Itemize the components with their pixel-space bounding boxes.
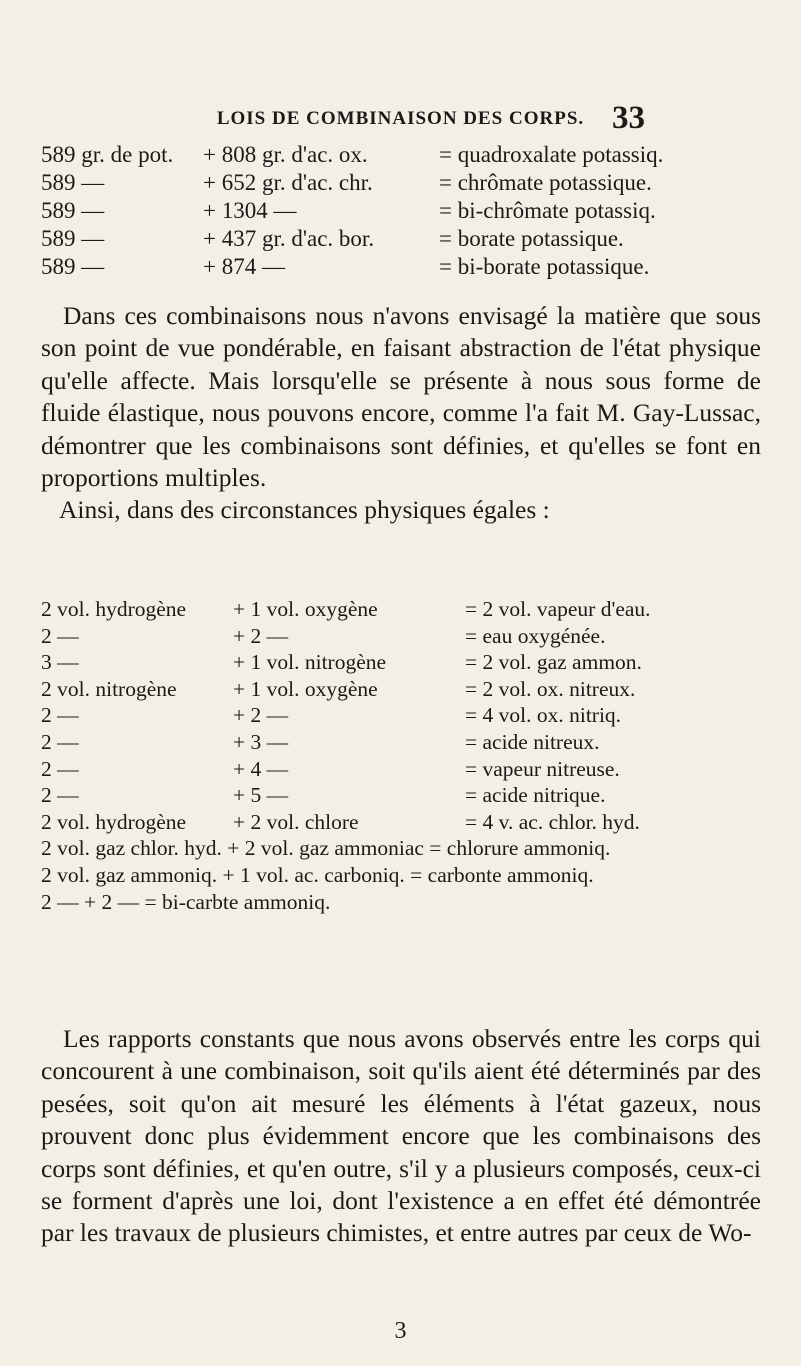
table-row — [41, 782, 761, 809]
product-cell: = bi-borate potassique. — [439, 254, 650, 279]
product-cell: = 4 vol. ox. nitriq. — [465, 703, 622, 728]
table-row — [41, 889, 761, 916]
gas-cell: 2 — — [41, 623, 79, 648]
added-gas-cell: + 2 — — [233, 623, 289, 648]
product-cell: = acide nitrique. — [465, 783, 606, 808]
table-row — [41, 253, 761, 281]
gas-cell: 2 vol. nitrogène — [41, 676, 177, 701]
volume-combination-table — [41, 596, 761, 915]
body-paragraph-1 — [41, 300, 761, 527]
product-cell: = quadroxalate potassiq. — [439, 142, 664, 167]
base-cell: 589 — — [41, 226, 105, 251]
table-row — [41, 729, 761, 756]
table-row — [41, 623, 761, 650]
base-cell: 589 gr. de pot. — [41, 142, 174, 167]
product-cell: = 4 v. ac. chlor. hyd. — [465, 809, 640, 834]
acid-cell: + 437 gr. d'ac. bor. — [203, 226, 375, 251]
running-head: LOIS DE COMBINAISON DES CORPS. — [216, 108, 585, 129]
table-row — [41, 141, 761, 169]
page-number: 33 — [612, 100, 645, 136]
added-gas-cell: + 1 vol. oxygène — [233, 676, 378, 701]
table-row — [41, 649, 761, 676]
gas-cell: 2 — — [41, 703, 79, 728]
acid-cell: + 1304 — — [203, 198, 297, 223]
added-gas-cell: + 2 — — [233, 703, 289, 728]
added-gas-cell: + 5 — — [233, 783, 289, 808]
product-cell: = chrômate potassique. — [439, 170, 652, 195]
base-cell: 589 — — [41, 170, 105, 195]
product-cell: = 2 vol. vapeur d'eau. — [465, 597, 651, 621]
equation-line: 2 vol. gaz ammoniq. + 1 vol. ac. carboniq. = carbonte ammoniq. — [41, 862, 594, 887]
product-cell: = borate potassique. — [439, 226, 624, 251]
added-gas-cell: + 3 — — [233, 729, 289, 754]
table-row — [41, 596, 761, 623]
table-row — [41, 862, 761, 889]
product-cell: = 2 vol. gaz ammon. — [465, 650, 642, 675]
product-cell: = bi-chrômate potassiq. — [439, 198, 656, 223]
table-row — [41, 676, 761, 703]
acid-cell: + 874 — — [203, 254, 285, 279]
equation-line: 2 — + 2 — = bi-carbte ammoniq. — [41, 889, 331, 914]
base-cell: 589 — — [41, 198, 105, 223]
gas-cell: 3 — — [41, 650, 79, 675]
gas-cell: 2 — — [41, 729, 79, 754]
product-cell: = vapeur nitreuse. — [465, 756, 620, 781]
paragraph-text: Les rapports constants que nous avons observés entre les corps qui concourent à une combinaison, soit qu'ils aient été déterminés par des pesées, soit qu'on ait mesuré les éléments à l'état gazeux, nous prouvent donc plus évidemment encore que les combinaisons des corps sont définies, et qu'en outre, s'il y a plusieurs composés, ceux-ci se forment d'après une loi, dont l'existence a en effet été démontrée par les travaux de plusieurs chimistes, et entre autres par ceux de Wo- — [41, 1024, 761, 1248]
added-gas-cell: + 1 vol. oxygène — [233, 597, 378, 621]
paragraph-text: Ainsi, dans des circonstances physiques égales : — [59, 495, 550, 525]
acid-cell: + 808 gr. d'ac. ox. — [203, 142, 368, 167]
base-cell: 589 — — [41, 254, 105, 279]
added-gas-cell: + 1 vol. nitrogène — [233, 650, 387, 675]
added-gas-cell: + 4 — — [233, 756, 289, 781]
table-row — [41, 225, 761, 253]
product-cell: = 2 vol. ox. nitreux. — [465, 676, 636, 701]
acid-cell: + 652 gr. d'ac. chr. — [203, 170, 373, 195]
body-paragraph-2 — [41, 1023, 761, 1250]
gas-cell: 2 — — [41, 783, 79, 808]
added-gas-cell: + 2 vol. chlore — [233, 809, 359, 834]
paragraph-text: Dans ces combinaisons nous n'avons envisagé la matière que sous son point de vue pondérable, en faisant abstraction de l'état physique qu'elle affecte. Mais lorsqu'elle se présente à nous sous forme de fluide élastique, nous pouvons encore, comme l'a fait M. Gay-Lussac, démontrer que les combinaisons sont définies, et qu'elles se font en proportions multiples. — [41, 301, 761, 493]
table-row — [41, 809, 761, 836]
weight-combination-table — [41, 141, 761, 281]
table-row — [41, 835, 761, 862]
signature-mark: 3 — [394, 1318, 407, 1344]
table-row — [41, 702, 761, 729]
equation-line: 2 vol. gaz chlor. hyd. + 2 vol. gaz ammoniac = chlorure ammoniq. — [41, 836, 611, 861]
gas-cell: 2 vol. hydrogène — [41, 597, 187, 621]
table-row — [41, 197, 761, 225]
gas-cell: 2 vol. hydrogène — [41, 809, 187, 834]
product-cell: = acide nitreux. — [465, 729, 600, 754]
table-row — [41, 169, 761, 197]
gas-cell: 2 — — [41, 756, 79, 781]
product-cell: = eau oxygénée. — [465, 623, 606, 648]
table-row — [41, 756, 761, 783]
